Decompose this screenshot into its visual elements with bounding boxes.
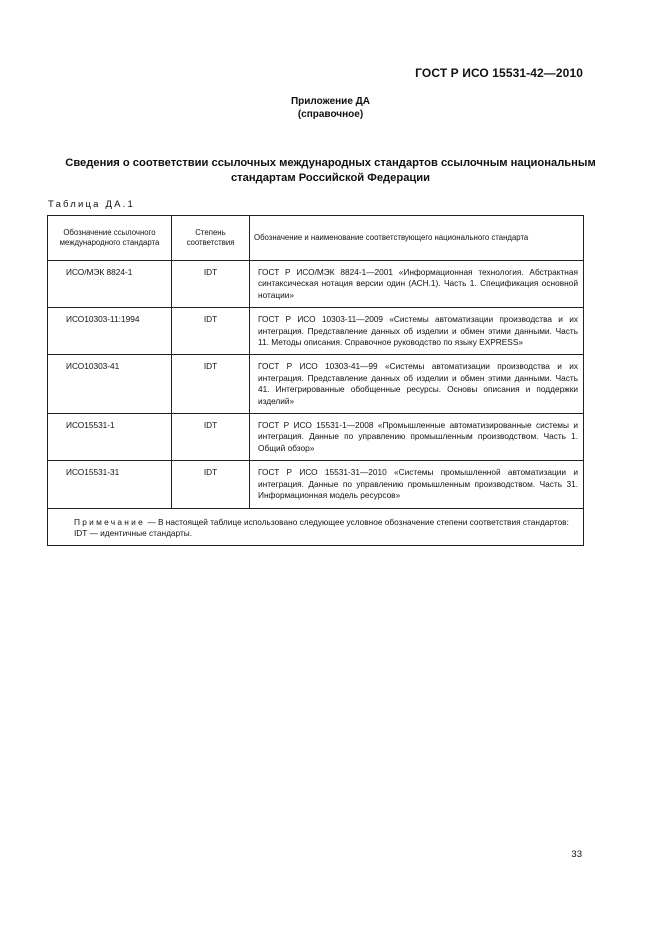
header-degree: Степень соответствия bbox=[172, 216, 250, 261]
cell-national-standard: ГОСТ Р ИСО/МЭК 8824-1—2001 «Информационная технология. Абстрактная синтаксическая нотация версии один (АСН.1). Часть 1. Спецификация основной нотации» bbox=[250, 261, 584, 308]
cell-intl-standard: ИСО15531-31 bbox=[48, 461, 172, 508]
cell-intl-standard: ИСО15531-1 bbox=[48, 414, 172, 461]
table-row bbox=[48, 355, 584, 414]
cell-degree: IDT bbox=[172, 355, 250, 414]
standards-table bbox=[47, 215, 584, 546]
section-title-line1: Сведения о соответствии ссылочных международных стандартов ссылочным национальным bbox=[65, 157, 596, 169]
note-text: — В настоящей таблице использовано следующее условное обозначение степени соответствия стандартов: bbox=[147, 516, 569, 527]
table-note bbox=[48, 508, 584, 546]
cell-national-standard: ГОСТ Р ИСО 10303-41—99 «Системы автоматизации производства и их интеграция. Представление данных об изделии и обмен этими данными. Часть 41. Интегрированные обобщенные ресурсы. Основы описания и поддержки изделий» bbox=[250, 355, 584, 414]
table-row bbox=[48, 414, 584, 461]
annex-heading bbox=[0, 95, 661, 121]
annex-subtitle: (справочное) bbox=[297, 109, 364, 120]
cell-degree: IDT bbox=[172, 461, 250, 508]
cell-national-standard: ГОСТ Р ИСО 15531-1—2008 «Промышленные автоматизированные системы и интеграция. Данные по управлению промышленным производством. Часть 1. Общий обзор» bbox=[250, 414, 584, 461]
note-line2: IDT — идентичные стандарты. bbox=[74, 527, 193, 538]
annex-title: Приложение ДА bbox=[290, 96, 371, 107]
table-row bbox=[48, 308, 584, 355]
cell-degree: IDT bbox=[172, 414, 250, 461]
header-national-standard: Обозначение и наименование соответствующего национального стандарта bbox=[250, 216, 584, 261]
table-header-row bbox=[48, 216, 584, 261]
cell-intl-standard: ИСО10303-11:1994 bbox=[48, 308, 172, 355]
cell-national-standard: ГОСТ Р ИСО 15531-31—2010 «Системы промышленной автоматизации и интеграция. Данные по управлению промышленным производством. Часть 31. Информационная модель ресурсов» bbox=[250, 461, 584, 508]
cell-intl-standard: ИСО/МЭК 8824-1 bbox=[48, 261, 172, 308]
table-label: Таблица ДА.1 bbox=[48, 199, 135, 210]
table-row bbox=[48, 461, 584, 508]
cell-national-standard: ГОСТ Р ИСО 10303-11—2009 «Системы автоматизации производства и их интеграция. Представление данных об изделии и обмен этими данными. Часть 11. Методы описания. Справочное руководство по языку EXPRESS» bbox=[250, 308, 584, 355]
section-title-line2: стандартам Российской Федерации bbox=[230, 172, 431, 184]
document-code: ГОСТ Р ИСО 15531-42—2010 bbox=[415, 66, 583, 80]
cell-intl-standard: ИСО10303-41 bbox=[48, 355, 172, 414]
header-intl-standard: Обозначение ссылочного международного стандарта bbox=[48, 216, 172, 261]
note-label: Примечание bbox=[74, 516, 146, 527]
note-paragraph bbox=[54, 517, 577, 528]
page-number: 33 bbox=[571, 849, 582, 860]
cell-degree: IDT bbox=[172, 261, 250, 308]
table-note-row bbox=[48, 508, 584, 546]
table-row bbox=[48, 261, 584, 308]
section-title bbox=[40, 156, 621, 186]
cell-degree: IDT bbox=[172, 308, 250, 355]
